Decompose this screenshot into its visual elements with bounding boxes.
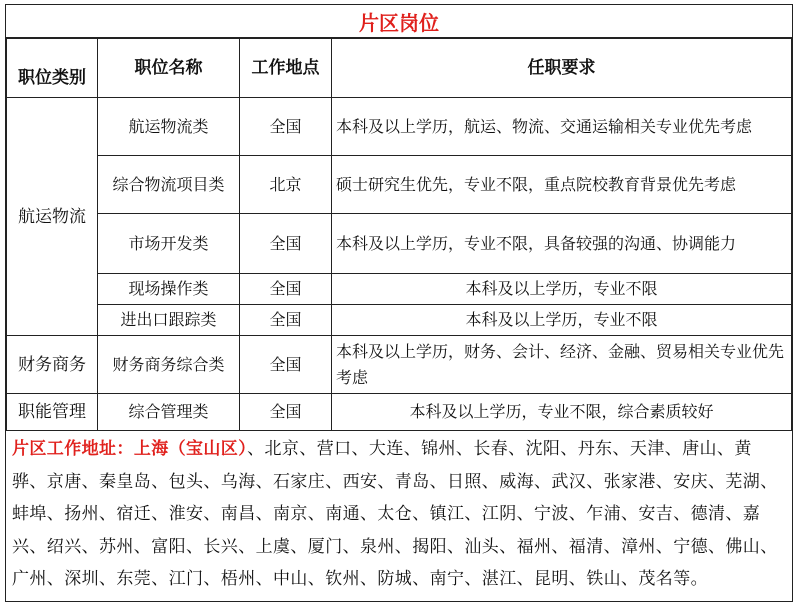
header-row	[7, 39, 792, 98]
position-location: 北京	[240, 156, 332, 214]
job-table-sheet	[5, 4, 793, 602]
positions-table	[6, 38, 792, 431]
category-cell: 职能管理	[7, 394, 98, 431]
position-requirement: 本科及以上学历，专业不限，综合素质较好	[332, 394, 792, 431]
table-row	[7, 336, 792, 394]
table-row	[7, 214, 792, 274]
position-requirement: 本科及以上学历，专业不限	[332, 274, 792, 305]
position-location: 全国	[240, 98, 332, 156]
position-requirement: 本科及以上学历，航运、物流、交通运输相关专业优先考虑	[332, 98, 792, 156]
table-row	[7, 274, 792, 305]
position-name: 现场操作类	[98, 274, 240, 305]
position-location: 全国	[240, 305, 332, 336]
header-requirement: 任职要求	[332, 39, 792, 98]
position-name: 财务商务综合类	[98, 336, 240, 394]
table-row	[7, 305, 792, 336]
position-location: 全国	[240, 214, 332, 274]
work-address-paragraph	[6, 431, 792, 596]
position-requirement: 本科及以上学历，专业不限	[332, 305, 792, 336]
category-cell: 财务商务	[7, 336, 98, 394]
position-name: 进出口跟踪类	[98, 305, 240, 336]
table-title: 片区岗位	[6, 5, 792, 38]
table-row	[7, 156, 792, 214]
position-name: 市场开发类	[98, 214, 240, 274]
header-location: 工作地点	[240, 39, 332, 98]
header-name: 职位名称	[98, 39, 240, 98]
position-requirement: 硕士研究生优先，专业不限，重点院校教育背景优先考虑	[332, 156, 792, 214]
category-cell: 航运物流	[7, 98, 98, 336]
position-location: 全国	[240, 394, 332, 431]
position-location: 全国	[240, 274, 332, 305]
position-name: 综合管理类	[98, 394, 240, 431]
position-name: 航运物流类	[98, 98, 240, 156]
header-category: 职位类别	[7, 39, 98, 98]
address-label: 片区工作地址：	[12, 439, 134, 459]
table-row	[7, 394, 792, 431]
position-requirement: 本科及以上学历，专业不限，具备较强的沟通、协调能力	[332, 214, 792, 274]
position-requirement: 本科及以上学历，财务、会计、经济、金融、贸易相关专业优先考虑	[332, 336, 792, 394]
address-headquarters: 上海（宝山区）	[133, 439, 248, 459]
table-row	[7, 98, 792, 156]
position-name: 综合物流项目类	[98, 156, 240, 214]
position-location: 全国	[240, 336, 332, 394]
address-cities: 、北京、营口、大连、锦州、长春、沈阳、丹东、天津、唐山、黄骅、京唐、秦皇岛、包头、乌海、石家庄、西安、青岛、日照、威海、武汉、张家港、安庆、芜湖、蚌埠、扬州、宿迁、淮安、南昌、南京、南通、太仓、镇江、江阴、宁波、乍浦、安吉、德清、嘉兴、绍兴、苏州、富阳、长兴、上虞、厦门、泉州、揭阳、汕头、福州、福清、漳州、宁德、佛山、广州、深圳、东莞、江门、梧州、中山、钦州、防城、南宁、湛江、昆明、铁山、茂名等。	[12, 439, 778, 589]
